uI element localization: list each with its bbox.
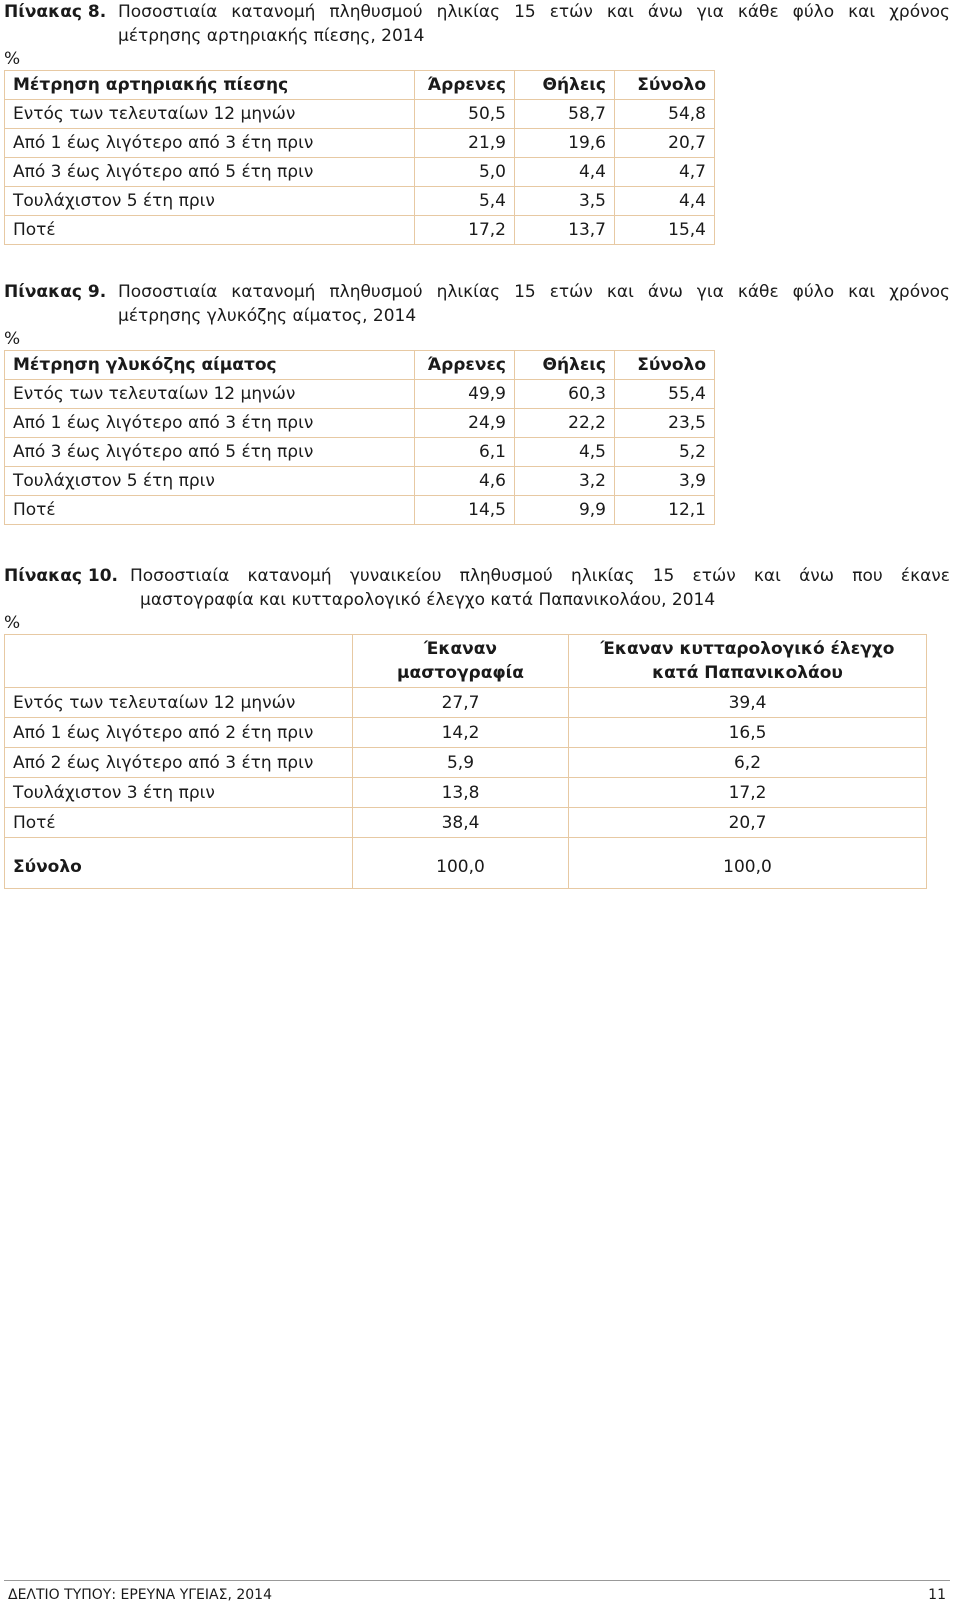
table9-label: Πίνακας 9. — [4, 282, 107, 302]
table-row — [5, 158, 715, 187]
cell: 4,4 — [515, 158, 615, 187]
table8-unit: % — [4, 49, 21, 69]
row-label: Τουλάχιστον 5 έτη πριν — [5, 467, 415, 496]
cell: 14,5 — [415, 496, 515, 525]
cell: 17,2 — [569, 778, 927, 808]
table9-header-row — [5, 351, 715, 380]
table8-caption-line1: Ποσοστιαία κατανομή πληθυσμού ηλικίας 15 ετών και άνω για κάθε φύλο και χρόνος — [118, 2, 950, 22]
table8 — [4, 70, 715, 245]
row-label: Εντός των τελευταίων 12 μηνών — [5, 100, 415, 129]
cell: 4,7 — [615, 158, 715, 187]
table-row — [5, 467, 715, 496]
cell: 5,4 — [415, 187, 515, 216]
table-row — [5, 748, 927, 778]
cell: 14,2 — [353, 718, 569, 748]
total-pap-test: 100,0 — [569, 838, 927, 889]
table9 — [4, 350, 715, 525]
footer-title: ΔΕΛΤΙΟ ΤΥΠΟΥ: ΕΡΕΥΝΑ ΥΓΕΙΑΣ, 2014 — [8, 1587, 272, 1603]
cell: 54,8 — [615, 100, 715, 129]
cell: 12,1 — [615, 496, 715, 525]
cell: 5,9 — [353, 748, 569, 778]
table9-header-measure: Μέτρηση γλυκόζης αίματος — [5, 351, 415, 380]
cell: 21,9 — [415, 129, 515, 158]
table10-caption-line2: μαστογραφία και κυτταρολογικό έλεγχο κατά Παπανικολάου, 2014 — [140, 590, 716, 610]
table10-header-row — [5, 635, 927, 688]
table-row — [5, 808, 927, 838]
table10-total-row — [5, 838, 927, 889]
table10-header-mammography: Έκαναν μαστογραφία — [353, 635, 569, 688]
cell: 4,5 — [515, 438, 615, 467]
table-row — [5, 100, 715, 129]
table-row — [5, 380, 715, 409]
table9-header-total: Σύνολο — [615, 351, 715, 380]
row-label: Από 3 έως λιγότερο από 5 έτη πριν — [5, 158, 415, 187]
cell: 22,2 — [515, 409, 615, 438]
cell: 24,9 — [415, 409, 515, 438]
table-row — [5, 438, 715, 467]
row-label: Εντός των τελευταίων 12 μηνών — [5, 380, 415, 409]
table9-section — [4, 280, 950, 525]
cell: 17,2 — [415, 216, 515, 245]
table-row — [5, 129, 715, 158]
cell: 58,7 — [515, 100, 615, 129]
table8-caption-line2: μέτρησης αρτηριακής πίεσης, 2014 — [118, 26, 425, 46]
row-label: Από 1 έως λιγότερο από 2 έτη πριν — [5, 718, 353, 748]
cell: 3,2 — [515, 467, 615, 496]
table-row — [5, 216, 715, 245]
cell: 13,8 — [353, 778, 569, 808]
table-row — [5, 409, 715, 438]
cell: 20,7 — [569, 808, 927, 838]
table9-caption — [4, 280, 950, 328]
cell: 4,4 — [615, 187, 715, 216]
table8-caption — [4, 0, 950, 48]
table9-caption-line1: Ποσοστιαία κατανομή πληθυσμού ηλικίας 15 ετών και άνω για κάθε φύλο και χρόνος — [118, 282, 950, 302]
cell: 19,6 — [515, 129, 615, 158]
row-label: Τουλάχιστον 5 έτη πριν — [5, 187, 415, 216]
cell: 27,7 — [353, 688, 569, 718]
cell: 60,3 — [515, 380, 615, 409]
cell: 13,7 — [515, 216, 615, 245]
cell: 3,5 — [515, 187, 615, 216]
table-row — [5, 688, 927, 718]
table9-header-males: Άρρενες — [415, 351, 515, 380]
table9-header-females: Θήλεις — [515, 351, 615, 380]
table9-unit: % — [4, 329, 21, 349]
row-label: Ποτέ — [5, 808, 353, 838]
row-label: Εντός των τελευταίων 12 μηνών — [5, 688, 353, 718]
row-label: Από 2 έως λιγότερο από 3 έτη πριν — [5, 748, 353, 778]
cell: 55,4 — [615, 380, 715, 409]
row-label: Τουλάχιστον 3 έτη πριν — [5, 778, 353, 808]
table10-header-blank — [5, 635, 353, 688]
cell: 50,5 — [415, 100, 515, 129]
table10 — [4, 634, 927, 889]
cell: 23,5 — [615, 409, 715, 438]
page-number: 11 — [928, 1587, 946, 1603]
total-label: Σύνολο — [5, 838, 353, 889]
cell: 9,9 — [515, 496, 615, 525]
row-label: Από 1 έως λιγότερο από 3 έτη πριν — [5, 129, 415, 158]
cell: 38,4 — [353, 808, 569, 838]
table10-caption-line1: Ποσοστιαία κατανομή γυναικείου πληθυσμού ηλικίας 15 ετών και άνω που έκανε — [130, 566, 950, 586]
cell: 6,2 — [569, 748, 927, 778]
table-row — [5, 187, 715, 216]
cell: 15,4 — [615, 216, 715, 245]
table-row — [5, 778, 927, 808]
total-mammography: 100,0 — [353, 838, 569, 889]
cell: 6,1 — [415, 438, 515, 467]
table10-header-pap-test: Έκαναν κυτταρολογικό έλεγχο κατά Παπανικολάου — [569, 635, 927, 688]
table10-section — [4, 564, 950, 889]
row-label: Από 1 έως λιγότερο από 3 έτη πριν — [5, 409, 415, 438]
row-label: Από 3 έως λιγότερο από 5 έτη πριν — [5, 438, 415, 467]
table9-caption-line2: μέτρησης γλυκόζης αίματος, 2014 — [118, 306, 417, 326]
table-row — [5, 718, 927, 748]
cell: 49,9 — [415, 380, 515, 409]
table8-section — [4, 0, 950, 245]
cell: 5,2 — [615, 438, 715, 467]
table8-label: Πίνακας 8. — [4, 2, 107, 22]
cell: 4,6 — [415, 467, 515, 496]
table8-header-males: Άρρενες — [415, 71, 515, 100]
table10-caption — [4, 564, 950, 612]
page-footer — [4, 1580, 950, 1603]
table10-label: Πίνακας 10. — [4, 566, 118, 586]
row-label: Ποτέ — [5, 216, 415, 245]
table8-header-measure: Μέτρηση αρτηριακής πίεσης — [5, 71, 415, 100]
table-row — [5, 496, 715, 525]
table8-header-total: Σύνολο — [615, 71, 715, 100]
cell: 20,7 — [615, 129, 715, 158]
cell: 39,4 — [569, 688, 927, 718]
table10-unit: % — [4, 613, 21, 633]
table8-header-females: Θήλεις — [515, 71, 615, 100]
cell: 3,9 — [615, 467, 715, 496]
table8-header-row — [5, 71, 715, 100]
cell: 16,5 — [569, 718, 927, 748]
row-label: Ποτέ — [5, 496, 415, 525]
cell: 5,0 — [415, 158, 515, 187]
